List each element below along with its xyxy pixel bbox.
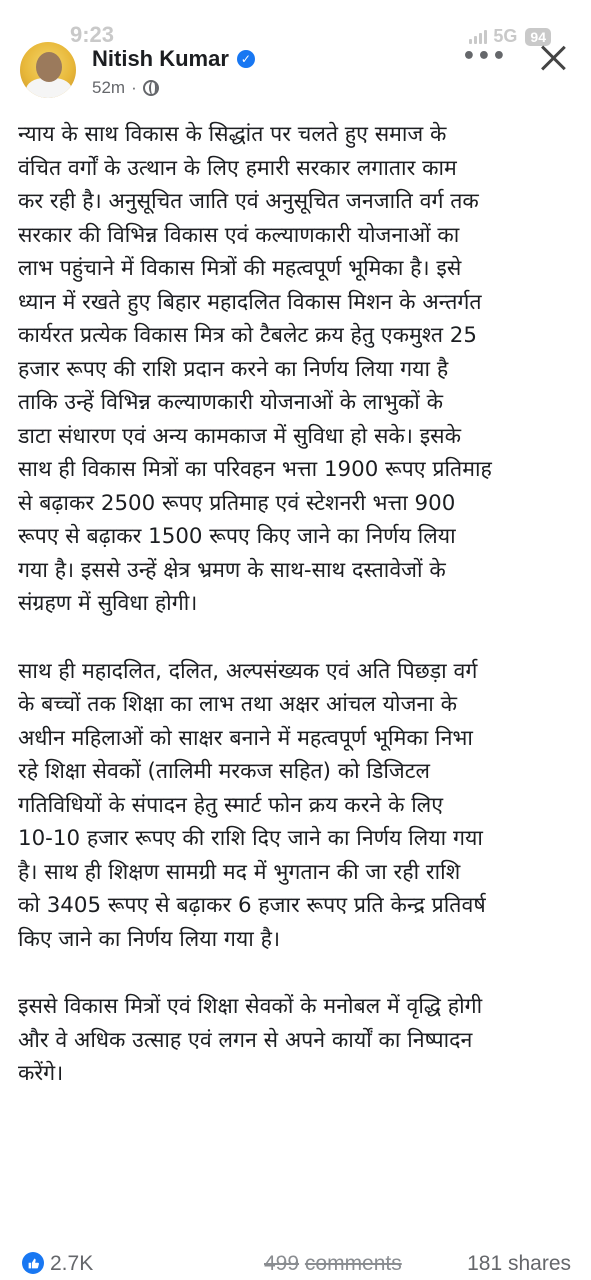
post-text-line: डाटा संधारण एवं अन्य कामकाज में सुविधा हो सके। इसके <box>18 423 462 449</box>
post-text-line: से बढ़ाकर 2500 रूपए प्रतिमाह एवं स्टेशनरी भत्ता 900 <box>18 490 456 516</box>
post-text-line: और वे अधिक उत्साह एवं लगन से अपने कार्यों का निष्पादन <box>18 1027 473 1053</box>
post-paragraph <box>18 990 578 1091</box>
battery-icon: 94 <box>525 28 551 46</box>
post-text-line: साथ ही महादलित, दलित, अल्पसंख्यक एवं अति पिछड़ा वर्ग <box>18 658 478 684</box>
post-text-line: हजार रूपए की राशि प्रदान करने का निर्णय लिया गया है <box>18 356 449 382</box>
comment-count[interactable] <box>264 1252 402 1276</box>
status-time: 9:23 <box>70 22 115 47</box>
post-text-line: रूपए से बढ़ाकर 1500 रूपए किए जाने का निर्णय लिया <box>18 524 456 549</box>
post-text-line: करेंगे। <box>18 1061 64 1086</box>
author-name[interactable]: Nitish Kumar <box>92 46 229 71</box>
close-icon[interactable] <box>537 42 569 74</box>
status-bar <box>0 0 591 22</box>
post-text-line: अधीन महिलाओं को साक्षर बनाने में महत्वपूर्ण भूमिका निभा <box>18 725 473 751</box>
post-text-line: गतिविधियों के संपादन हेतु स्मार्ट फोन क्रय करने के लिए <box>18 792 444 818</box>
like-thumb-icon <box>22 1252 44 1274</box>
post-text-line: रहे शिक्षा सेवकों (तालिमी मरकज सहित) को डिजिटल <box>18 759 430 784</box>
post-text-line: न्याय के साथ विकास के सिद्धांत पर चलते हुए समाज के <box>18 122 447 147</box>
post-header <box>0 40 591 100</box>
comment-number: 499 <box>264 1252 300 1275</box>
avatar[interactable] <box>20 42 76 98</box>
post-text-line: ताकि उन्हें विभिन्न कल्याणकारी योजनाओं के लाभुकों के <box>18 390 443 415</box>
post-text-line: को 3405 रूपए से बढ़ाकर 6 हजार रूपए प्रति केन्द्र प्रतिवर्ष <box>18 893 486 918</box>
post-paragraph <box>18 118 578 621</box>
post-text-line: के बच्चों तक शिक्षा का लाभ तथा अक्षर आंचल योजना के <box>18 692 457 717</box>
globe-icon <box>143 80 159 96</box>
verified-badge-icon: ✓ <box>237 50 255 68</box>
post-text-line: इससे विकास मित्रों एवं शिक्षा सेवकों के मनोबल में वृद्धि होगी <box>18 994 483 1019</box>
post-text-line: किए जाने का निर्णय लिया गया है। <box>18 926 281 952</box>
post-footer <box>0 1248 591 1280</box>
post-text-line: गया है। इससे उन्हें क्षेत्र भ्रमण के साथ-साथ दस्तावेजों के <box>18 557 446 583</box>
author-row <box>92 46 255 72</box>
post-text-line: कार्यरत प्रत्येक विकास मित्र को टैबलेट क्रय हेतु एकमुश्त 25 <box>18 323 477 348</box>
post-timestamp[interactable]: 52m <box>92 78 126 97</box>
post-text-line: संग्रहण में सुविधा होगी। <box>18 591 198 616</box>
share-count[interactable]: 181 shares <box>467 1252 571 1275</box>
post-text-line: 10-10 हजार रूपए की राशि दिए जाने का निर्णय लिया गया <box>18 826 483 851</box>
post-text-line: लाभ पहुंचाने में विकास मित्रों की महत्वपूर्ण भूमिका है। इसे <box>18 256 462 281</box>
post-meta: 52m · <box>92 78 159 98</box>
post-text-line: साथ ही विकास मित्रों का परिवहन भत्ता 1900 रूपए प्रतिमाह <box>18 457 492 482</box>
post-text-line: है। साथ ही शिक्षण सामग्री मद में भुगतान की जा रही राशि <box>18 859 461 885</box>
post-text <box>18 118 578 1091</box>
post-text-line: वंचित वर्गों के उत्थान के लिए हमारी सरकार लगातार काम <box>18 155 457 181</box>
comment-label: comments <box>304 1252 402 1275</box>
more-dots-icon[interactable]: ••• <box>461 44 507 69</box>
network-label: 5G <box>493 26 518 46</box>
post-text-line: ध्यान में रखते हुए बिहार महादलित विकास मिशन के अन्तर्गत <box>18 289 482 315</box>
post-text-line: सरकार की विभिन्न विकास एवं कल्याणकारी योजनाओं का <box>18 222 460 248</box>
like-count[interactable]: 2.7K <box>50 1252 94 1275</box>
post-paragraph <box>18 655 578 957</box>
post-text-line: कर रही है। अनुसूचित जाति एवं अनुसूचित जनजाति वर्ग तक <box>18 189 479 214</box>
